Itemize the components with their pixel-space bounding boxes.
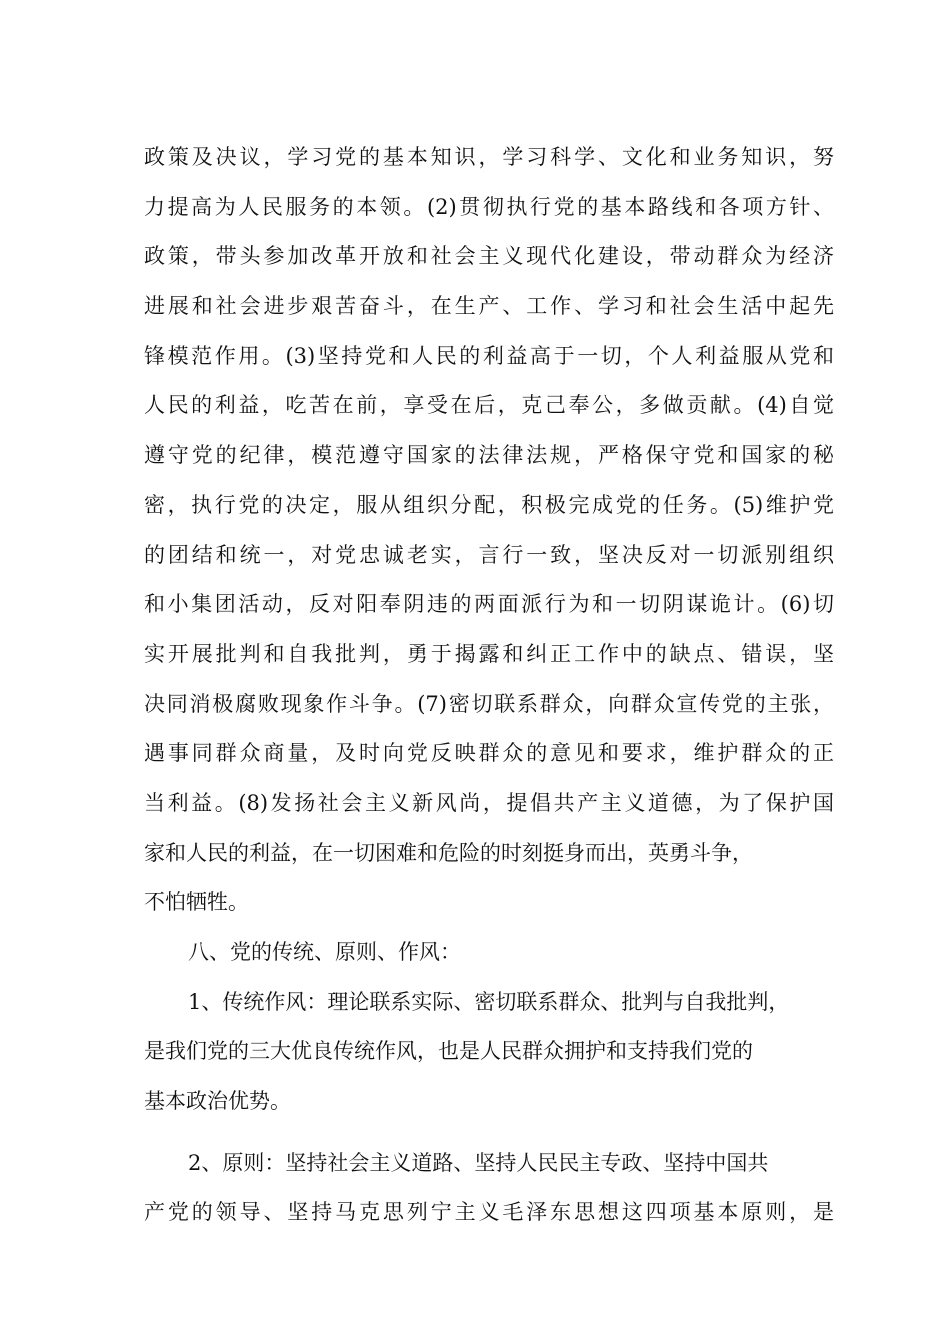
- text-line: 不怕牺牲。: [144, 890, 249, 915]
- text-line: 的团结和统一，对党忠诚老实，言行一致，坚决反对一切派别组织: [144, 542, 834, 567]
- text-line: 1、传统作风：理论联系实际、密切联系群众、批判与自我批判，: [188, 989, 790, 1014]
- text-line: 实开展批判和自我批判，勇于揭露和纠正工作中的缺点、错误，坚: [144, 641, 834, 666]
- text-line: 进展和社会进步艰苦奋斗，在生产、工作、学习和社会生活中起先: [144, 294, 834, 319]
- text-line: 产党的领导、坚持马克思列宁主义毛泽东思想这四项基本原则，是: [144, 1200, 834, 1225]
- text-line: 2、原则：坚持社会主义道路、坚持人民民主专政、坚持中国共: [188, 1150, 769, 1175]
- text-line: 遵守党的纪律，模范遵守国家的法律法规，严格保守党和国家的秘: [144, 443, 834, 468]
- text-line: 密，执行党的决定，服从组织分配，积极完成党的任务。(5)维护党: [144, 492, 834, 517]
- text-line: 遇事同群众商量，及时向党反映群众的意见和要求，维护群众的正: [144, 741, 834, 766]
- text-line: 基本政治优势。: [144, 1089, 291, 1114]
- text-line: 政策，带头参加改革开放和社会主义现代化建设，带动群众为经济: [144, 244, 834, 269]
- text-line: 锋模范作用。(3)坚持党和人民的利益高于一切，个人利益服从党和: [144, 343, 834, 368]
- paragraph-gap: [144, 1127, 834, 1139]
- text-line: 政策及决议，学习党的基本知识，学习科学、文化和业务知识，努: [144, 145, 834, 169]
- section-heading: 八、党的传统、原则、作风：: [188, 940, 461, 964]
- text-line: 当利益。(8)发扬社会主义新风尚，提倡共产主义道德，为了保护国: [144, 790, 834, 815]
- text-line: 决同消极腐败现象作斗争。(7)密切联系群众，向群众宣传党的主张，: [144, 691, 834, 716]
- document-body: [144, 133, 834, 1238]
- text-line: 人民的利益，吃苦在前，享受在后，克己奉公，多做贡献。(4)自觉: [144, 393, 834, 418]
- text-line: 力提高为人民服务的本领。(2)贯彻执行党的基本路线和各项方针、: [144, 194, 834, 219]
- text-line: 是我们党的三大优良传统作风，也是人民群众拥护和支持我们党的: [144, 1039, 753, 1064]
- text-line: 家和人民的利益，在一切困难和危险的时刻挺身而出，英勇斗争，: [144, 840, 753, 865]
- text-line: 和小集团活动，反对阳奉阴违的两面派行为和一切阴谋诡计。(6)切: [144, 592, 834, 617]
